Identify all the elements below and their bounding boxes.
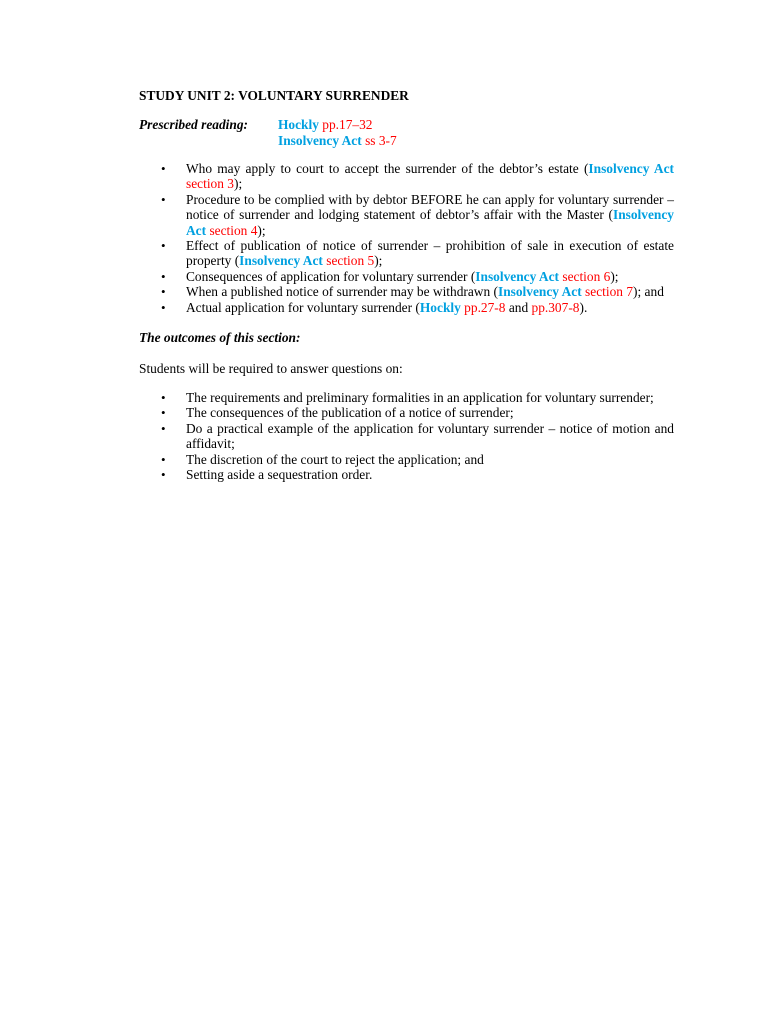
list-item: • The discretion of the court to reject the application; and [161,451,484,467]
list-item: • Do a practical example of the application for voluntary surrender – notice of motion and affidavit; [161,420,674,452]
list-item: • Procedure to be complied with by debtor BEFORE he can apply for voluntary surrender – notice of surrender and lodging statement of debtor’s affair with the Master (Insolvency Act section 4); [161,191,674,238]
list-item: • The requirements and preliminary formalities in an application for voluntary surrender; [161,390,654,406]
bullet-icon: • [161,390,166,406]
document-page [139,87,674,497]
prescribed-reading-label: Prescribed reading: [139,117,248,132]
prescribed-reading-refs [278,117,397,148]
bullet-icon: • [161,420,166,436]
list-item: • Who may apply to court to accept the surrender of the debtor’s estate (Insolvency Act section 3); [161,161,674,192]
prescribed-reading [139,117,674,148]
outcomes-list [139,390,674,482]
bullet-icon: • [161,451,166,467]
list-item: • When a published notice of surrender may be withdrawn (Insolvency Act section 7); and [161,284,664,300]
page-title: STUDY UNIT 2: VOLUNTARY SURRENDER [139,88,409,103]
list-item: • Actual application for voluntary surrender (Hockly pp.27-8 and pp.307-8). [161,299,588,315]
bullet-icon: • [161,191,166,207]
outcomes-heading: The outcomes of this section: [139,330,301,346]
topics-list [139,161,674,315]
bullet-icon: • [161,161,166,176]
list-item: • Setting aside a sequestration order. [161,467,373,483]
outcomes-intro: Students will be required to answer questions on: [139,361,403,377]
bullet-icon: • [161,405,166,421]
list-item: • Effect of publication of notice of surrender – prohibition of sale in execution of estate property (Insolvency Act section 5); [161,238,674,269]
bullet-icon: • [161,284,166,300]
bullet-icon: • [161,268,166,284]
reading-line-hockly: Hockly pp.17–32 [278,117,373,132]
reading-line-insolvency-act: Insolvency Act ss 3-7 [278,132,397,148]
list-item: • The consequences of the publication of a notice of surrender; [161,405,514,421]
bullet-icon: • [161,467,166,483]
bullet-icon: • [161,299,166,315]
list-item: • Consequences of application for voluntary surrender (Insolvency Act section 6); [161,268,619,284]
bullet-icon: • [161,238,166,254]
